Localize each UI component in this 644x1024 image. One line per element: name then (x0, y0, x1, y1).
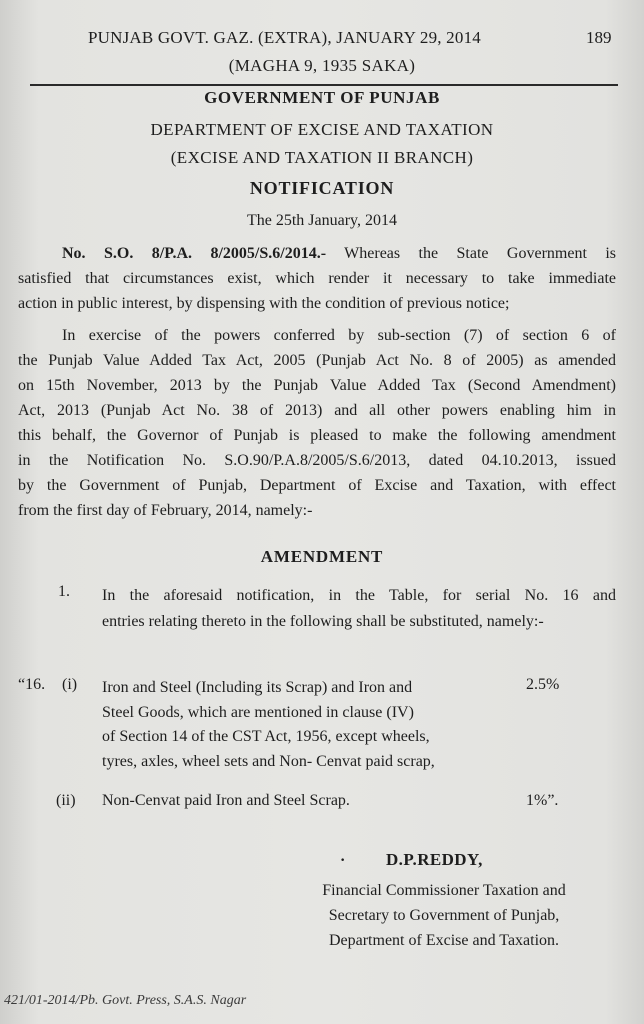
entry-sub-ii-rate: 1%”. (526, 792, 559, 809)
enacting-line: from the first day of February, 2014, namely:- (18, 502, 313, 519)
designation-line: Department of Excise and Taxation. (328, 932, 560, 949)
press-footer: 421/01-2014/Pb. Govt. Press, S.A.S. Nagar (4, 993, 247, 1008)
enacting-line: in the Notification No. S.O.90/P.A.8/2005/S.6/2013, dated 04.10.2013, issued (18, 452, 616, 469)
signature-dot: · (340, 852, 346, 869)
entry-sub-i-label: (i) (62, 676, 78, 693)
designation-line: Secretary to Government of Punjab, (328, 907, 560, 924)
amendment-item-text (102, 583, 616, 635)
preamble-paragraph (18, 241, 616, 316)
signatory-name: D.P.REDDY, (386, 850, 483, 869)
gazette-header-saka-date: (MAGHA 9, 1935 SAKA) (228, 56, 416, 75)
amendment-item-number: 1. (58, 583, 70, 600)
entry-sub-i-rate: 2.5% (526, 676, 560, 693)
branch-title: (EXCISE AND TAXATION II BRANCH) (170, 148, 474, 167)
enacting-line: on 15th November, 2013 by the Punjab Value Added Tax (Second Amendment) (18, 377, 616, 394)
amendment-line: In the aforesaid notification, in the Table, for serial No. 16 and (102, 587, 616, 604)
enacting-line: Act, 2013 (Punjab Act No. 38 of 2013) and all other powers enabling him in (18, 402, 616, 419)
preamble-line: action in public interest, by dispensing with the condition of previous notice; (18, 295, 510, 312)
preamble-line: No. S.O. 8/P.A. 8/2005/S.6/2014.- Whereas the State Government is (62, 245, 616, 262)
enacting-line: In exercise of the powers conferred by sub-section (7) of section 6 of (62, 327, 616, 344)
header-rule (30, 84, 618, 86)
notification-heading: NOTIFICATION (249, 178, 395, 198)
department-title: DEPARTMENT OF EXCISE AND TAXATION (150, 120, 494, 139)
entry-sub-ii-description: Non-Cenvat paid Iron and Steel Scrap. (102, 792, 350, 809)
entry-serial-number: “16. (18, 676, 46, 693)
enacting-paragraph (18, 323, 616, 523)
page-number: 189 (586, 28, 612, 47)
gazette-header-title: PUNJAB GOVT. GAZ. (EXTRA), JANUARY 29, 2014 (88, 28, 481, 47)
entry-line: tyres, axles, wheel sets and Non- Cenvat paid scrap, (102, 752, 435, 770)
enacting-line: this behalf, the Governor of Punjab is pleased to make the following amendment (18, 427, 616, 444)
enacting-line: by the Government of Punjab, Department of Excise and Taxation, with effect (18, 477, 616, 494)
preamble-line: satisfied that circumstances exist, which render it necessary to take immediate (18, 270, 616, 287)
enacting-line: the Punjab Value Added Tax Act, 2005 (Punjab Act No. 8 of 2005) as amended (18, 352, 616, 369)
entry-line: of Section 14 of the CST Act, 1956, except wheels, (102, 728, 430, 745)
signatory-designation (294, 878, 594, 953)
amendment-line: entries relating thereto in the following shall be substituted, namely:- (102, 613, 544, 630)
government-title: GOVERNMENT OF PUNJAB (204, 88, 440, 107)
entry-sub-i-description (102, 676, 435, 774)
notification-reference-number: No. S.O. 8/P.A. 8/2005/S.6/2014.- (62, 245, 327, 262)
entry-line: Iron and Steel (Including its Scrap) and Iron and (102, 679, 413, 696)
designation-line: Financial Commissioner Taxation and (322, 882, 566, 899)
amendment-heading: AMENDMENT (260, 547, 384, 566)
notification-date: The 25th January, 2014 (246, 212, 398, 229)
entry-sub-ii-label: (ii) (56, 792, 76, 809)
entry-line: Steel Goods, which are mentioned in clause (IV) (102, 703, 414, 721)
